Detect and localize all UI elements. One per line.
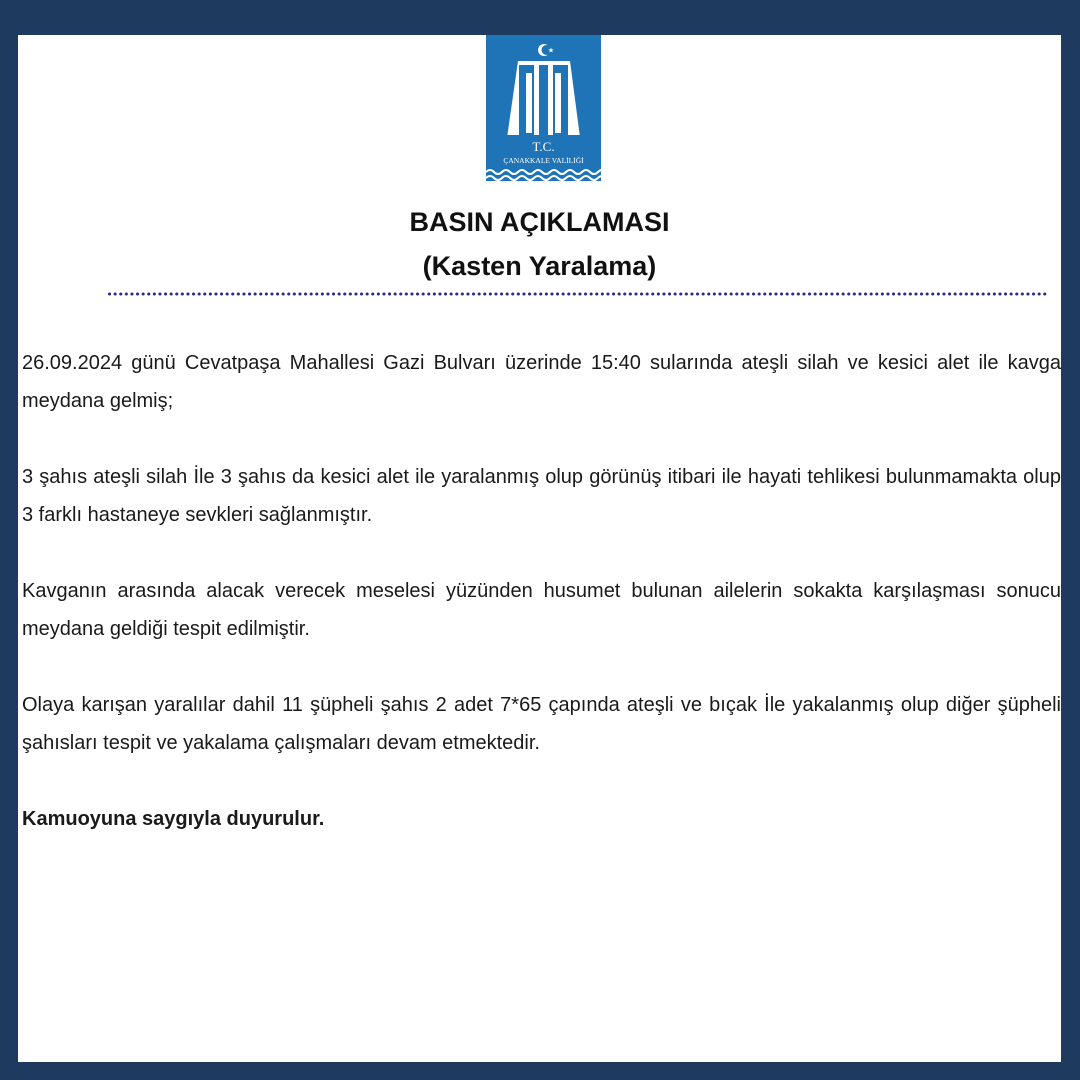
page-title: BASIN AÇIKLAMASI	[409, 207, 670, 237]
press-release-page	[18, 35, 1061, 1062]
svg-text:T.C.: T.C.	[532, 139, 555, 154]
dotted-divider	[108, 289, 1050, 299]
paragraph-injuries: 3 şahıs ateşli silah İle 3 şahıs da kesici alet ile yaralanmış olup görünüş itibari ile hayati tehlikesi bulunmamakta olup 3 farklı hastaneye sevkleri sağlanmıştır.	[22, 466, 1061, 526]
paragraph-incident: 26.09.2024 günü Cevatpaşa Mahallesi Gazi Bulvarı üzerinde 15:40 sularında ateşli silah ve kesici alet ile kavga meydana gelmiş;	[22, 352, 1061, 412]
paragraph-suspects: Olaya karışan yaralılar dahil 11 şüpheli şahıs 2 adet 7*65 çapında ateşli ve bıçak İle yakalanmış olup diğer şüpheli şahısları tespit ve yakalama çalışmaları devam etmektedir.	[22, 694, 1061, 754]
paragraph-cause: Kavganın arasında alacak verecek meselesi yüzünden husumet bulunan ailelerin sokakta karşılaşması sonucu meydana geldiği tespit edilmiştir.	[22, 580, 1061, 640]
body-text	[22, 344, 1061, 876]
canakkale-governorship-logo	[486, 35, 601, 181]
closing-statement: Kamuoyuna saygıyla duyurulur.	[22, 808, 325, 830]
page-subtitle: (Kasten Yaralama)	[422, 251, 657, 281]
svg-text:ÇANAKKALE VALİLİĞİ: ÇANAKKALE VALİLİĞİ	[503, 156, 584, 165]
